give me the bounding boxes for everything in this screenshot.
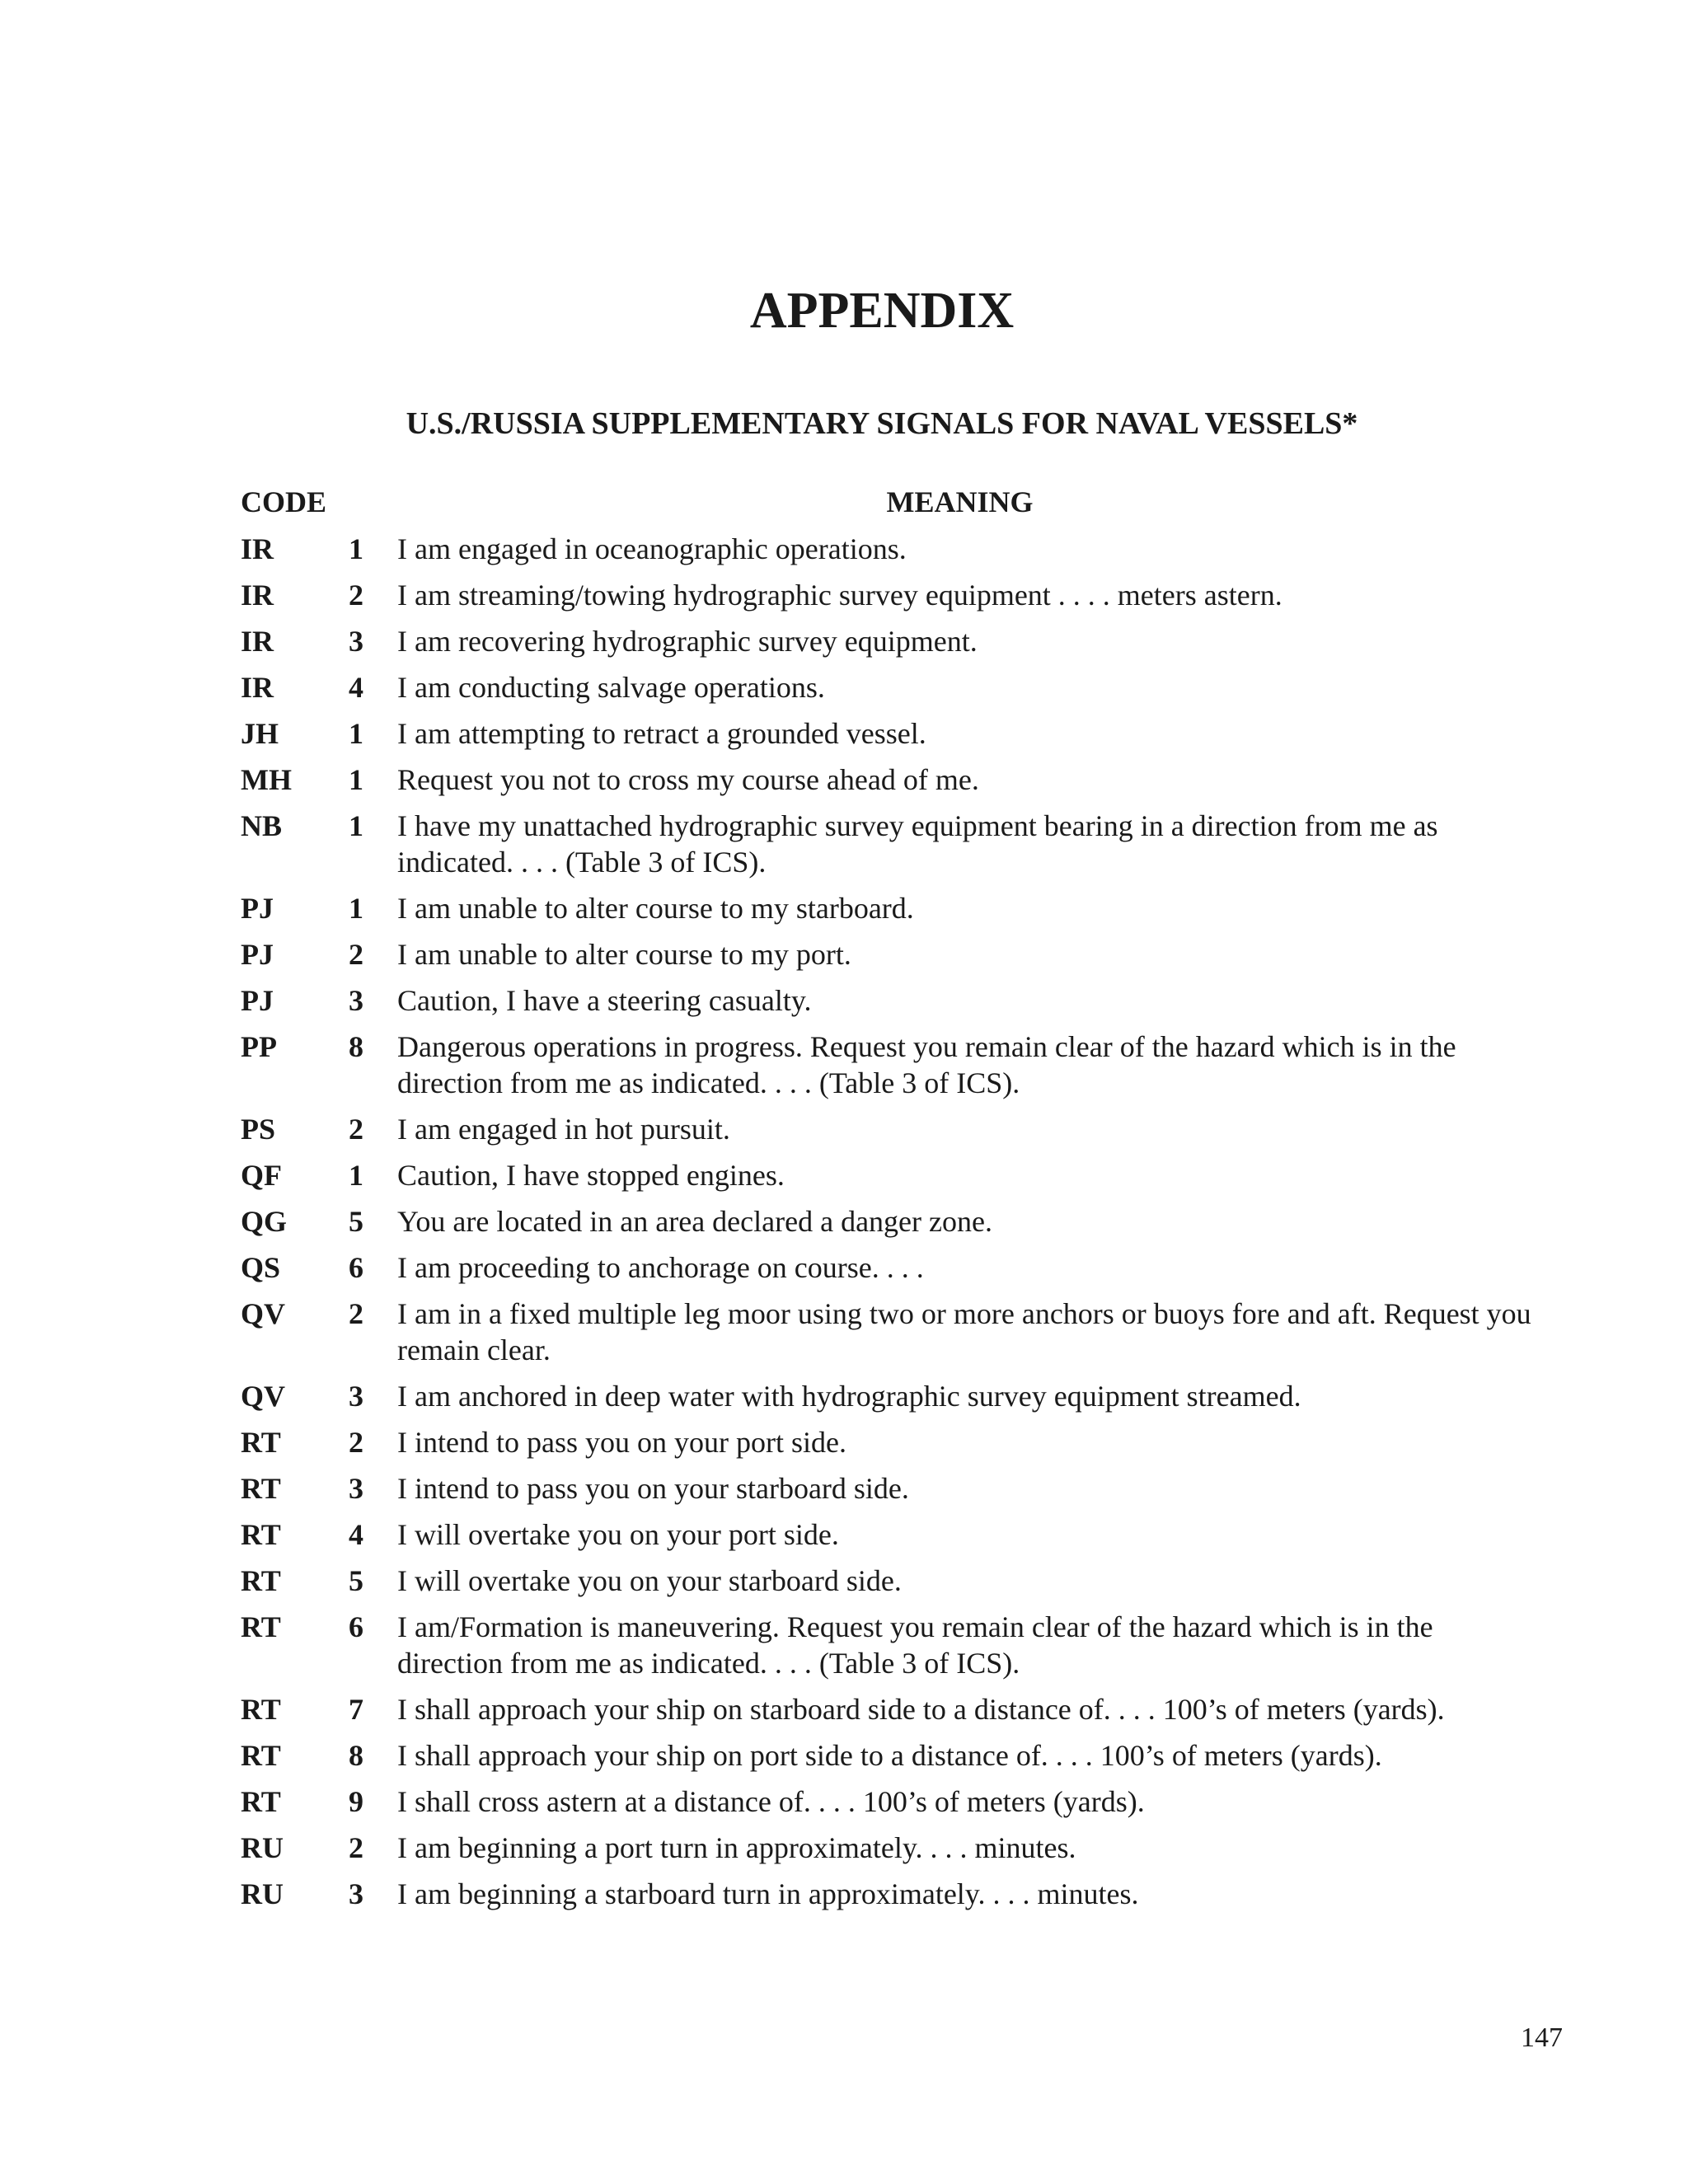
table-row <box>241 715 1535 752</box>
signal-number: 2 <box>349 1113 363 1146</box>
table-row <box>241 1876 1535 1912</box>
signal-meaning: I will overtake you on your port side. <box>397 1518 839 1551</box>
signal-code: QV <box>241 1380 285 1413</box>
header-code: CODE <box>241 485 327 518</box>
signal-code: QV <box>241 1297 285 1330</box>
table-header <box>241 485 1535 531</box>
signal-number: 2 <box>349 1831 363 1864</box>
table-row <box>241 1737 1535 1774</box>
signal-number: 3 <box>349 1380 363 1413</box>
signal-number: 9 <box>349 1785 363 1818</box>
signal-code: RU <box>241 1831 284 1864</box>
signal-meaning: I am unable to alter course to my starboard. <box>397 892 914 925</box>
signal-number: 3 <box>349 984 363 1017</box>
signal-meaning: I intend to pass you on your starboard side. <box>397 1472 909 1505</box>
table-row <box>241 982 1535 1019</box>
signal-meaning: Dangerous operations in progress. Request you remain clear of the hazard which is in the direction from me as indicated. . . . (Table 3 of ICS). <box>397 1030 1456 1099</box>
signal-code: RT <box>241 1739 281 1772</box>
signal-code: QF <box>241 1159 282 1192</box>
signal-code: JH <box>241 717 279 750</box>
signal-meaning: I am in a fixed multiple leg moor using two or more anchors or buoys fore and aft. Request you remain clear. <box>397 1297 1531 1366</box>
signal-code: IR <box>241 532 274 565</box>
signal-code: RT <box>241 1564 281 1597</box>
table-row <box>241 577 1535 613</box>
signal-code: RT <box>241 1785 281 1818</box>
signal-code: QS <box>241 1251 281 1284</box>
table-row <box>241 1516 1535 1553</box>
table-row <box>241 1609 1535 1681</box>
signal-number: 2 <box>349 579 363 612</box>
signal-meaning: I intend to pass you on your port side. <box>397 1426 846 1459</box>
page-number: 147 <box>1521 2022 1563 2053</box>
signal-meaning: I am engaged in hot pursuit. <box>397 1113 730 1146</box>
table-row <box>241 890 1535 926</box>
table-row <box>241 936 1535 972</box>
table-row <box>241 808 1535 880</box>
signal-code: RT <box>241 1518 281 1551</box>
signal-meaning: I shall cross astern at a distance of. . . . 100’s of meters (yards). <box>397 1785 1145 1818</box>
signal-code: RT <box>241 1610 281 1643</box>
table-row <box>241 1830 1535 1866</box>
table-row <box>241 669 1535 705</box>
table-row <box>241 1111 1535 1147</box>
signal-meaning: I have my unattached hydrographic survey equipment bearing in a direction from me as indicated. . . . (Table 3 of ICS). <box>397 809 1438 879</box>
table-row <box>241 1783 1535 1820</box>
header-meaning: MEANING <box>886 485 1034 518</box>
signal-meaning: I am unable to alter course to my port. <box>397 938 851 971</box>
signal-meaning: I am engaged in oceanographic operations. <box>397 532 907 565</box>
signal-number: 1 <box>349 1159 363 1192</box>
signal-code: PJ <box>241 892 274 925</box>
signal-code: QG <box>241 1205 288 1238</box>
signal-meaning: I am beginning a port turn in approximately. . . . minutes. <box>397 1831 1076 1864</box>
signal-number: 1 <box>349 763 363 796</box>
signal-meaning: I shall approach your ship on port side to a distance of. . . . 100’s of meters (yards). <box>397 1739 1382 1772</box>
table-row <box>241 1691 1535 1727</box>
signal-number: 2 <box>349 1426 363 1459</box>
signal-number: 7 <box>349 1693 363 1726</box>
signal-code: PS <box>241 1113 276 1146</box>
signal-meaning: I shall approach your ship on starboard side to a distance of. . . . 100’s of meters (yards). <box>397 1693 1445 1726</box>
signal-code: RT <box>241 1426 281 1459</box>
signal-code: NB <box>241 809 283 842</box>
signal-number: 8 <box>349 1739 363 1772</box>
table-row <box>241 1424 1535 1460</box>
signal-number: 2 <box>349 938 363 971</box>
signal-meaning: I am proceeding to anchorage on course. . . . <box>397 1251 924 1284</box>
signal-number: 1 <box>349 809 363 842</box>
signal-code: IR <box>241 625 274 658</box>
signal-meaning: I am attempting to retract a grounded vessel. <box>397 717 926 750</box>
signal-number: 4 <box>349 1518 363 1551</box>
signal-code: RT <box>241 1472 281 1505</box>
table-row <box>241 1249 1535 1286</box>
signal-meaning: I am anchored in deep water with hydrographic survey equipment streamed. <box>397 1380 1301 1413</box>
signal-number: 5 <box>349 1205 363 1238</box>
signal-code: RT <box>241 1693 281 1726</box>
signal-code: MH <box>241 763 292 796</box>
signal-number: 6 <box>349 1251 363 1284</box>
table-body <box>241 531 1535 1912</box>
signal-code: PJ <box>241 938 274 971</box>
signal-meaning: I am conducting salvage operations. <box>397 671 825 704</box>
signal-meaning: Caution, I have a steering casualty. <box>397 984 812 1017</box>
signal-code: RU <box>241 1877 284 1910</box>
signal-number: 2 <box>349 1297 363 1330</box>
table-row <box>241 531 1535 567</box>
signal-code: PP <box>241 1030 277 1063</box>
table-row <box>241 1296 1535 1368</box>
signal-number: 1 <box>349 532 363 565</box>
table-row <box>241 1029 1535 1101</box>
signal-number: 6 <box>349 1610 363 1643</box>
table-row <box>241 1203 1535 1240</box>
signal-number: 1 <box>349 717 363 750</box>
signal-meaning: I am streaming/towing hydrographic survey equipment . . . . meters astern. <box>397 579 1282 612</box>
signals-table <box>241 485 1535 1922</box>
page-title: APPENDIX <box>749 283 1015 339</box>
signal-code: IR <box>241 579 274 612</box>
page-subtitle: U.S./RUSSIA SUPPLEMENTARY SIGNALS FOR NAVAL VESSELS* <box>406 406 1358 441</box>
table-row <box>241 1563 1535 1599</box>
table-row <box>241 1470 1535 1507</box>
signal-meaning: I will overtake you on your starboard side. <box>397 1564 902 1597</box>
signal-meaning: You are located in an area declared a danger zone. <box>397 1205 992 1238</box>
signal-number: 8 <box>349 1030 363 1063</box>
signal-number: 3 <box>349 1877 363 1910</box>
signal-code: PJ <box>241 984 274 1017</box>
signal-number: 3 <box>349 625 363 658</box>
table-row <box>241 1378 1535 1414</box>
signal-code: IR <box>241 671 274 704</box>
table-row <box>241 1157 1535 1193</box>
signal-meaning: I am recovering hydrographic survey equipment. <box>397 625 978 658</box>
signal-number: 5 <box>349 1564 363 1597</box>
signal-meaning: Request you not to cross my course ahead of me. <box>397 763 979 796</box>
signal-number: 1 <box>349 892 363 925</box>
table-row <box>241 762 1535 798</box>
signal-meaning: I am beginning a starboard turn in approximately. . . . minutes. <box>397 1877 1139 1910</box>
signal-number: 3 <box>349 1472 363 1505</box>
signal-meaning: I am/Formation is maneuvering. Request you remain clear of the hazard which is in the direction from me as indicated. . . . (Table 3 of ICS). <box>397 1610 1433 1680</box>
signal-number: 4 <box>349 671 363 704</box>
signal-meaning: Caution, I have stopped engines. <box>397 1159 785 1192</box>
table-row <box>241 623 1535 659</box>
